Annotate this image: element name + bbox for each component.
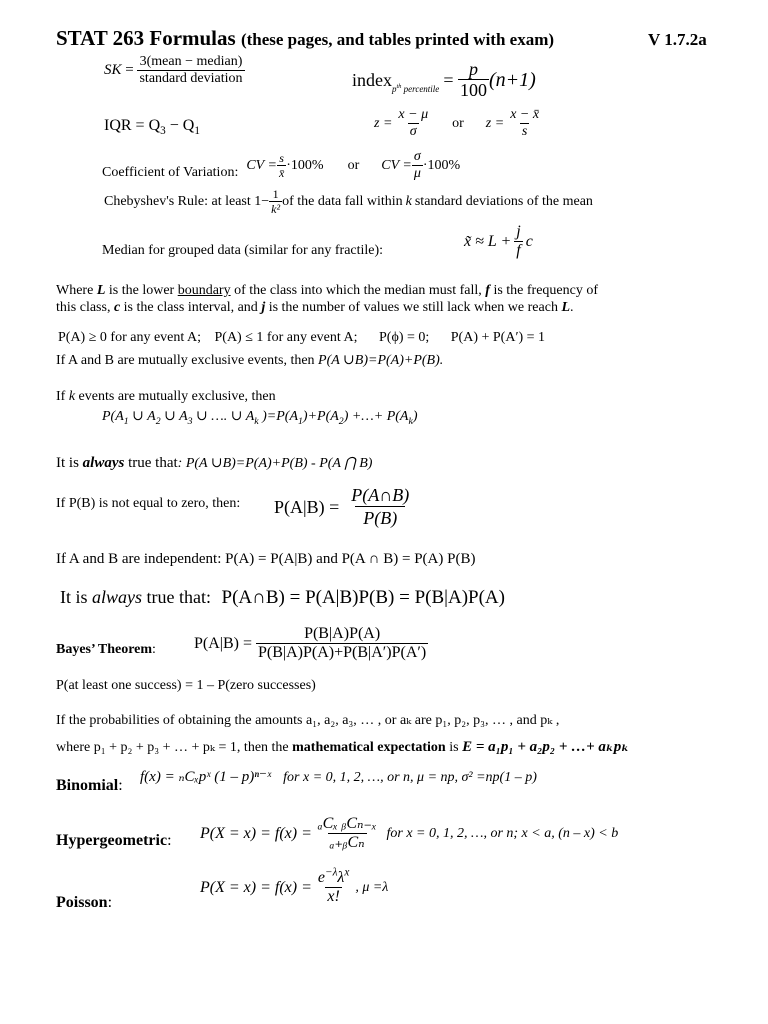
bayes-formula: P(A|B) = $\frac{P(B|A)P(A)}{P(B|A)P(A)+P(B|A')P(A')}$: [194, 625, 427, 661]
multiplication-rule: It is always true that: P(A∩B) = P(A|B)P(B) = P(B|A)P(A): [60, 587, 505, 608]
index-tail: (n+1): [488, 68, 536, 91]
median-grouped-label: Median for grouped data (similar for any fractile):: [102, 243, 384, 258]
sk-label: SK: [104, 62, 122, 78]
poisson-label: Poisson:: [56, 894, 113, 911]
hypergeometric-fraction: $\frac{\text{ₐCₓ ᵦCₙ₋ₓ}}{\text{ₐ₊ᵦCₙ}}$: [317, 815, 377, 851]
bayes-label: Bayes’ Theorem:: [56, 642, 156, 657]
chebyshev-rule: Chebyshev's Rule: at least 1− $\frac{1}{\text{k²}}$ of the data fall within k standard deviations of the mean: [104, 187, 593, 216]
axiom-empty-set: P(ϕ) = 0;: [379, 330, 430, 345]
z-population-fraction: $\frac{x - \mu}{\sigma}$: [398, 107, 429, 139]
independence-rule: If A and B are independent: P(A) = P(A|B) and P(A ∩ B) = P(A) P(B): [56, 551, 476, 567]
expectation-formula: E = a₁p₁ + a₂p₂ + …+ aₖpₖ: [462, 739, 630, 755]
binomial-label: Binomial:: [56, 777, 123, 794]
conditional-lead: If P(B) is not equal to zero, then:: [56, 496, 241, 511]
median-grouped-formula: x̃ ≈ L + $\frac{j}{f}$ c: [464, 223, 533, 259]
percentile-index-formula: index $p^{th}$ percentile = $\frac{p}{100}$ (n+1): [352, 59, 536, 100]
index-label: index: [352, 69, 392, 90]
hypergeometric-support: for x = 0, 1, 2, …, or n; x < a, (n – x) < b: [386, 825, 619, 841]
poisson-mean: , μ =λ: [355, 879, 389, 895]
bayes-fraction: $\frac{P(B|A)P(A)}{P(B|A)P(A)+P(B|A')P(A')}$: [258, 625, 427, 661]
skewness-formula: SK = $\frac{\text{3(mean − median)}}{\text{standard deviation}}$: [104, 54, 243, 86]
sk-denominator: standard deviation: [139, 71, 243, 86]
conditional-formula: P(A|B) = $\frac{P(A\cap B)}{P(B)}$: [274, 486, 417, 527]
at-least-one-success: P(at least one success) = 1 – P(zero successes): [56, 678, 316, 693]
where-paragraph: Where L is the lower boundary of the class into which the median must fall, f is the frequency of this class, c is the class interval, and j is the number of values we still lack when we reach L.: [56, 283, 599, 315]
binomial-formula: f(x) = ₙCₓpˣ (1 – p)ⁿ⁻ˣ for x = 0, 1, 2, …, or n, μ = np, σ² =np(1 – p): [140, 769, 537, 785]
index-fraction: [458, 60, 489, 99]
hypergeometric-formula: P(X = x) = f(x) = $\frac{\text{ₐCₓ ᵦCₙ₋ₓ}}{\text{ₐ₊ᵦCₙ}}$ for x = 0, 1, 2, …, or n; x < a, (n – x) < b: [200, 815, 619, 851]
index-denominator: 100: [459, 80, 487, 100]
cv-population-fraction: $\frac{\sigma}{\mu}$: [413, 149, 421, 181]
z-or: or: [452, 115, 464, 131]
median-grouped-fraction: $\frac{j}{f}$: [516, 223, 521, 259]
cv-label: Coefficient of Variation:: [102, 164, 239, 180]
page-title: [56, 28, 554, 49]
axiom-complement: P(A) + P(A′) = 1: [450, 330, 546, 345]
hypergeometric-label: Hypergeometric:: [56, 832, 172, 849]
cv-sample-fraction: $\frac{s}{x̄}$: [278, 151, 285, 180]
multiplication-formula: P(A∩B) = P(A|B)P(B) = P(B|A)P(A): [221, 587, 505, 608]
conditional-fraction: $\frac{P(A\cap B)}{P(B)}$: [351, 485, 410, 528]
sk-numerator: 3(mean − median): [139, 54, 243, 69]
sk-fraction: [137, 55, 244, 86]
poisson-formula: P(X = x) = f(x) = $\frac{e^{-\lambda}\lambda^x}{x!}$ , μ =λ: [200, 866, 389, 905]
index-numerator: p: [468, 59, 478, 79]
axiom-upper-bound: P(A) ≤ 1 for any event A;: [214, 330, 358, 345]
addition-rule: It is always true that: P(A ∪B)=P(A)+P(B) - P(A ⋂ B): [56, 455, 373, 471]
poisson-fraction: $\frac{e^{-\lambda}\lambda^x}{x!}$: [317, 866, 350, 905]
binomial-support: for x = 0, 1, 2, …, or n, μ = np, σ² =np(1 – p): [283, 770, 537, 785]
iqr-formula: IQR = $Q_3 - Q_1$: [104, 117, 200, 138]
axiom-nonnegative: P(A) ≥ 0 for any event A;: [58, 330, 201, 345]
z-score-formulas: z = $\frac{x - \mu}{\sigma}$ or z = $\frac{x - x̄}{s}$: [374, 107, 540, 139]
chebyshev-fraction: $\frac{1}{\text{k²}}$: [271, 187, 281, 216]
k-events-formula: $P(A_1$ ∪ $A_2$ ∪ $A_3$ ∪ …. ∪ $A_k$ )$=P(A_1)+P(A_2)$ +…+ $P(A_k)$: [102, 409, 418, 427]
k-events-lead: If k events are mutually exclusive, then: [56, 389, 276, 404]
title-subtitle: (these pages, and tables printed with exam): [240, 30, 555, 49]
title-text: STAT 263 Formulas: [56, 26, 236, 50]
version-label: V 1.7.2a: [648, 30, 707, 49]
cv-formula: Coefficient of Variation: CV = $\frac{s}{x̄}$ ·100% or CV = $\frac{\sigma}{\mu}$ ·100%: [102, 149, 461, 181]
expectation-line-2: where p₁ + p₂ + p₃ + … + pₖ = 1, then the mathematical expectation is E = a₁p₁ + a₂p₂ + …+ aₖpₖ: [56, 739, 630, 755]
cv-or: or: [347, 157, 360, 173]
probability-axioms: [58, 331, 545, 345]
index-subscript: $p^{th}$ percentile: [392, 83, 440, 94]
mutually-exclusive-rule: If A and B are mutually exclusive events, then P(A ∪B)=P(A)+P(B).: [56, 353, 444, 368]
expectation-line-1: If the probabilities of obtaining the amounts a₁, a₂, a₃, … , or aₖ are p₁, p₂, p₃, … , and pₖ ,: [56, 713, 560, 728]
z-sample-fraction: $\frac{x - x̄}{s}$: [510, 107, 540, 139]
